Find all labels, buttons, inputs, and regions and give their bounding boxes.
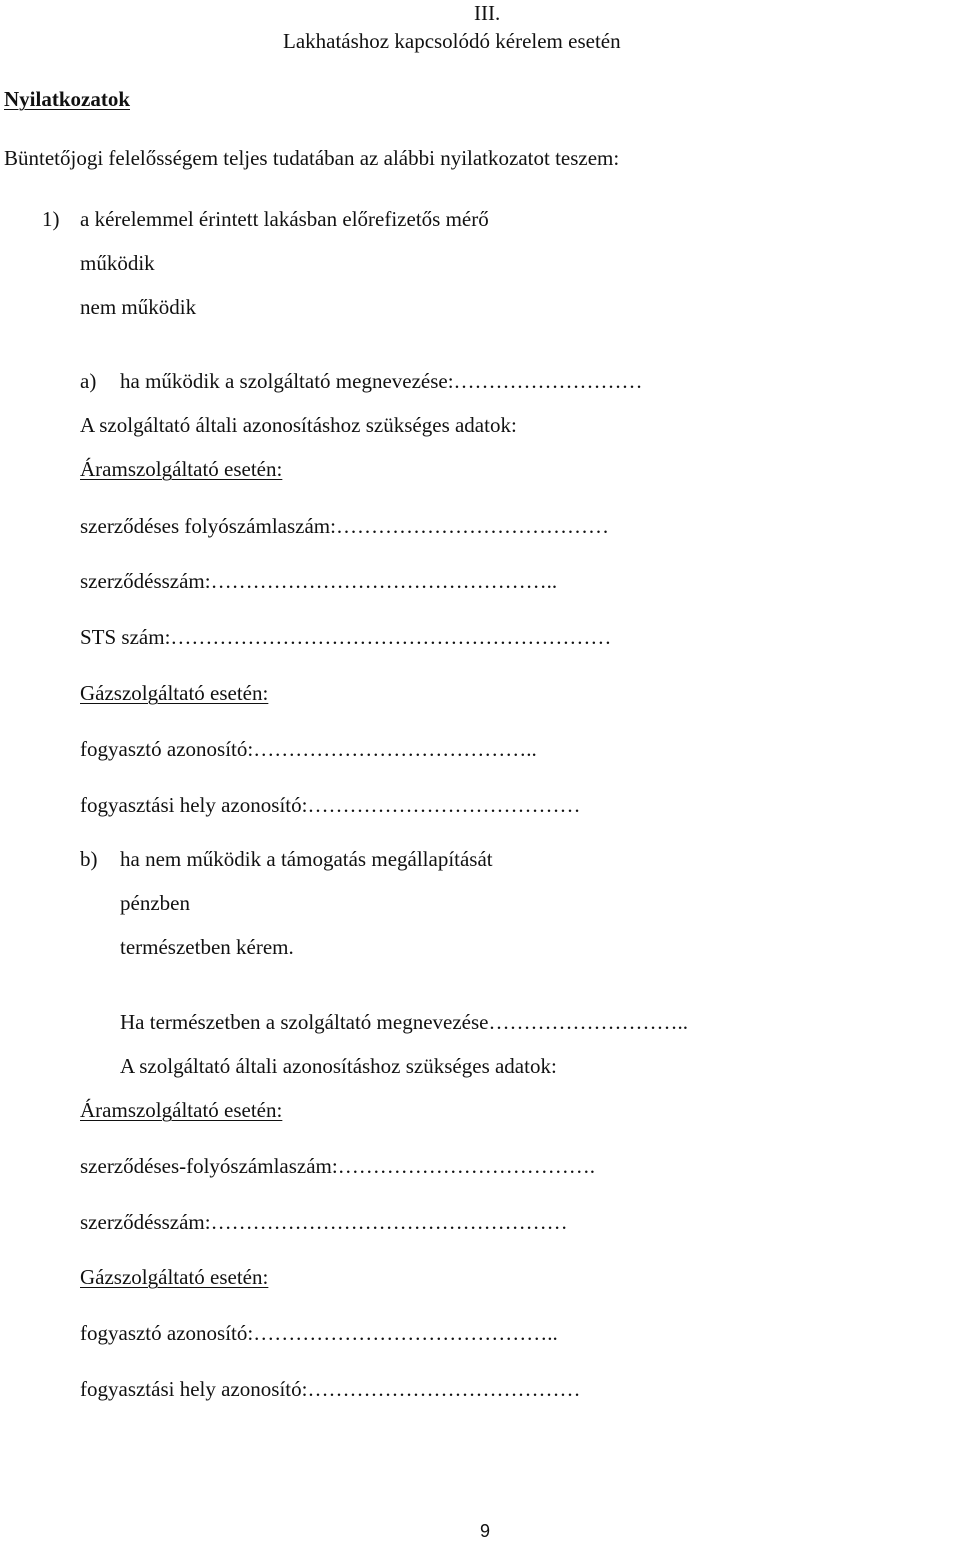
section-b-id-data-label: A szolgáltató általi azonosításhoz szükséges adatok:	[120, 1054, 557, 1078]
page-number: 9	[480, 1521, 491, 1541]
option-not-works: nem működik	[80, 295, 197, 319]
section-b-consumer-id: fogyasztó azonosító:……………………………………..	[80, 1321, 558, 1345]
section-b-electricity-heading: Áramszolgáltató esetén:	[80, 1098, 283, 1122]
option-in-kind: természetben kérem.	[120, 935, 294, 959]
section-a-marker: a)	[80, 369, 97, 393]
section-a-id-data-label: A szolgáltató általi azonosításhoz szükséges adatok:	[80, 413, 517, 437]
section-a-contract-number: szerződésszám:…………………………………………..	[80, 569, 558, 593]
option-cash: pénzben	[120, 891, 190, 915]
section-b-provider-name: Ha természetben a szolgáltató megnevezése………………………..	[120, 1010, 688, 1034]
section-a-sts-number: STS szám:………………………………………………………	[80, 625, 612, 649]
section-a-gas-heading: Gázszolgáltató esetén:	[80, 681, 269, 705]
section-a-provider-name: ha működik a szolgáltató megnevezése:………………………	[120, 369, 643, 393]
item1-marker: 1)	[42, 207, 60, 231]
section-a-electricity-heading: Áramszolgáltató esetén:	[80, 457, 283, 481]
section-b-consumption-place-id: fogyasztási hely azonosító:…………………………………	[80, 1377, 581, 1401]
item1-text: a kérelemmel érintett lakásban előrefizetős mérő	[80, 207, 489, 231]
section-title: Lakhatáshoz kapcsolódó kérelem esetén	[283, 29, 621, 53]
intro-statement: Büntetőjogi felelősségem teljes tudatában az alábbi nyilatkozatot teszem:	[4, 146, 620, 170]
option-works: működik	[80, 251, 155, 275]
section-b-contract-number: szerződésszám:……………………………………………	[80, 1210, 568, 1234]
section-b-marker: b)	[80, 847, 98, 871]
section-b-account-number: szerződéses-folyószámlaszám:……………………………….	[80, 1154, 595, 1178]
section-a-consumer-id: fogyasztó azonosító:…………………………………..	[80, 737, 537, 761]
section-number: III.	[474, 1, 501, 25]
heading-nyilatkozatok: Nyilatkozatok	[4, 87, 130, 111]
section-b-text: ha nem működik a támogatás megállapítását	[120, 847, 493, 871]
section-a-account-number: szerződéses folyószámlaszám:…………………………………	[80, 514, 609, 538]
section-a-consumption-place-id: fogyasztási hely azonosító:…………………………………	[80, 793, 581, 817]
section-b-gas-heading: Gázszolgáltató esetén:	[80, 1265, 269, 1289]
